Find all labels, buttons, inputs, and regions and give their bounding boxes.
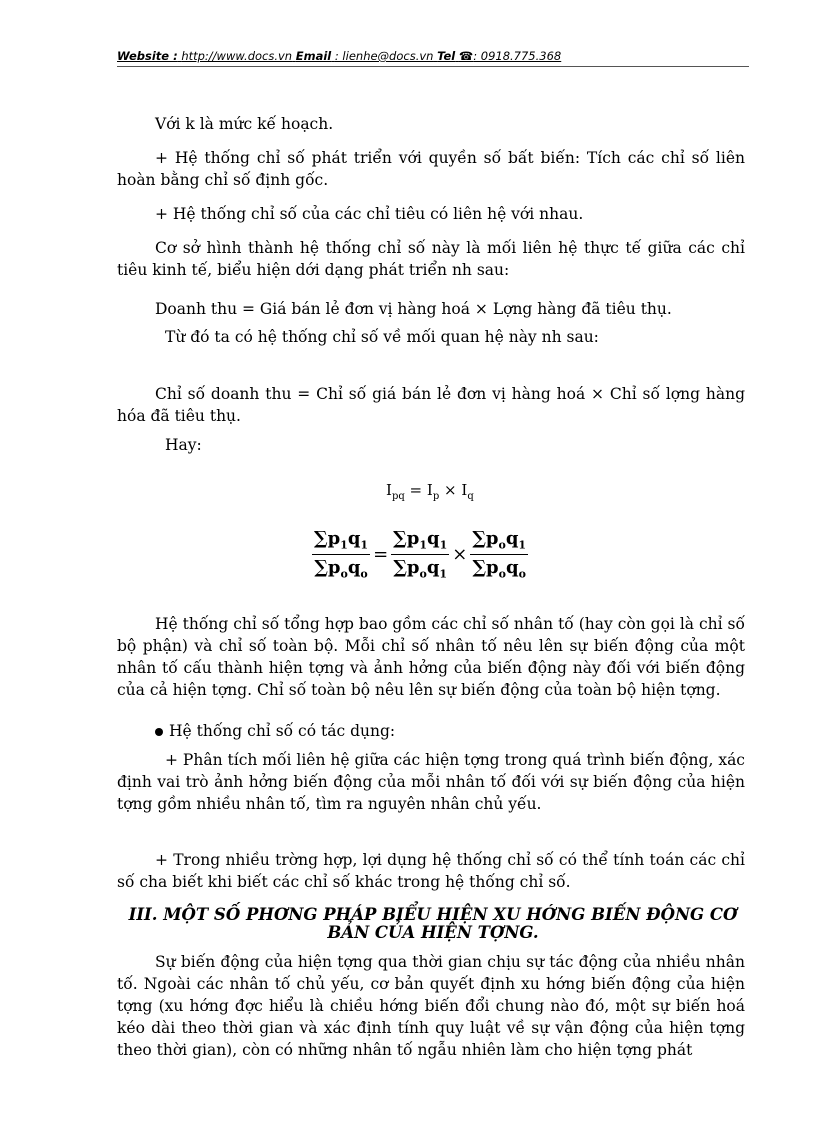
paragraph-from-there: Từ đó ta có hệ thống chỉ số về mối quan hệ này nh sau: xyxy=(165,328,599,346)
paragraph-revenue-index: Chỉ số doanh thu = Chỉ số giá bán lẻ đơn vị hàng hoá × Chỉ số lợng hàng hóa đã tiêu thụ. xyxy=(117,385,745,425)
bullet-icon xyxy=(155,728,163,736)
paragraph-k-plan: Với k là mức kế hoạch. xyxy=(155,115,334,133)
aggregate-index-formula: $\frac{\sum p_1q_1}{\sum p_oq_o}$ = $\frac{\sum p_1q_1}{\sum p_oq_1}$ × $\frac{\sum p_oq_1}{\sum p_oq_o}$ xyxy=(314,527,527,581)
website-url[interactable]: http://www.docs.vn xyxy=(181,49,293,63)
fraction-1: $\frac{\sum p_1q_1}{\sum p_oq_o}$ xyxy=(314,527,369,581)
paragraph-effects-title: Hệ thống chỉ số có tác dụng: xyxy=(117,720,745,742)
header-rule xyxy=(117,66,749,67)
fraction-2: $\frac{\sum p_1q_1}{\sum p_oq_1}$ xyxy=(393,527,448,581)
section-heading: III. MỘT SỐ PHƠNG PHÁP BIỂU HIỆN XU HỚNG BIẾN ĐỘNG CƠ BẢN CỦA HIỆN TỢNG. xyxy=(128,905,738,942)
paragraph-aggregate-system: Hệ thống chỉ số tổng hợp bao gồm các chỉ số nhân tố (hay còn gọi là chỉ số bộ phận) và chỉ số toàn bộ. Mỗi chỉ số nhân tố nêu lên sự biến động của một nhân tố cấu thành hiện tợng và ảnh hởng của biến động này đối với biến động của cả hiện tợng. Chỉ số toàn bộ nêu lên sự biến động của toàn bộ hiện tợng. xyxy=(117,615,745,699)
email-label: Email xyxy=(295,49,332,63)
paragraph-basis: Cơ sở hình thành hệ thống chỉ số này là mối liên hệ thực tế giữa các chỉ tiêu kinh tế, biểu hiện dới dạng phát triển nh sau: xyxy=(117,239,745,279)
index-formula: $I_{pq} = I_p \times I_q$ xyxy=(386,481,474,502)
tel-value: : 0918.775.368 xyxy=(473,49,562,63)
page-header xyxy=(117,48,749,68)
paragraph-trend: Sự biến động của hiện tợng qua thời gian chịu sự tác động của nhiều nhân tố. Ngoài các nhân tố chủ yếu, cơ bản quyết định xu hớng biến động của hiện tợng (xu hớng đợc hiểu là chiều hớng biến đổi chung nào đó, một sự biến hoá kéo dài theo thời gian và xác định tính quy luật về sự vận động của hiện tợng theo thời gian), còn có những nhân tố ngẫu nhiên làm cho hiện tợng phát xyxy=(117,953,745,1059)
phone-icon: ☎ xyxy=(458,49,474,63)
paragraph-fixed-weight: + Hệ thống chỉ số phát triển với quyền số bất biến: Tích các chỉ số liên hoàn bằng chỉ số định gốc. xyxy=(117,149,745,189)
fraction-3: $\frac{\sum p_oq_1}{\sum p_oq_o}$ xyxy=(472,527,527,581)
paragraph-many-cases: + Trong nhiều trờng hợp, lợi dụng hệ thống chỉ số có thể tính toán các chỉ số cha biết khi biết các chỉ số khác trong hệ thống chỉ số. xyxy=(117,851,745,891)
email-value[interactable]: : lienhe@docs.vn xyxy=(334,49,434,63)
paragraph-analysis: + Phân tích mối liên hệ giữa các hiện tợng trong quá trình biến động, xác định vai trò ảnh hởng biến động của mỗi nhân tố đối với sự biến động của hiện tợng gồm nhiều nhân tố, tìm ra nguyên nhân chủ yếu. xyxy=(117,751,745,813)
paragraph-hay: Hay: xyxy=(165,436,202,454)
website-label: Website : xyxy=(117,49,178,63)
paragraph-related-indicators: + Hệ thống chỉ số của các chỉ tiêu có liên hệ với nhau. xyxy=(155,205,584,223)
paragraph-revenue-formula: Doanh thu = Giá bán lẻ đơn vị hàng hoá × Lợng hàng đã tiêu thụ. xyxy=(155,300,672,318)
tel-label: Tel xyxy=(437,49,456,63)
